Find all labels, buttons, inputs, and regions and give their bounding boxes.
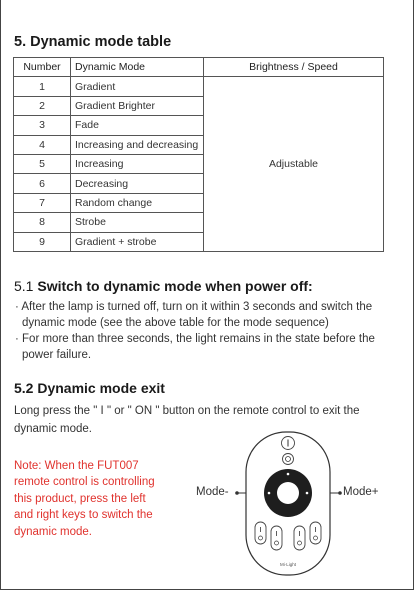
row-number: 7	[14, 193, 71, 212]
remote-note: Note: When the FUT007 remote control is controlling this product, press the left and right keys to switch the dynamic mode.	[14, 460, 155, 538]
row-number: 9	[14, 232, 71, 251]
mode-plus-dot	[338, 491, 342, 495]
dynamic-mode-table	[13, 57, 384, 252]
zone-2-button	[271, 526, 282, 550]
section-5-1-bullets	[14, 299, 406, 363]
row-mode: Gradient + strobe	[71, 232, 204, 251]
section-5-2-title: 5.2 Dynamic mode exit	[14, 380, 165, 396]
row-number: 3	[14, 116, 71, 135]
row-mode: Increasing and decreasing	[71, 135, 204, 154]
row-mode: Decreasing	[71, 174, 204, 193]
remote-brand-logo: Mi·Light	[279, 562, 297, 567]
bullet-item: · After the lamp is turned off, turn on it within 3 seconds and switch the dynamic mode (see the above table for the mode sequence)	[15, 301, 373, 329]
mode-minus-dot	[235, 491, 239, 495]
center-button	[277, 482, 299, 504]
row-number: 1	[14, 77, 71, 96]
row-mode: Strobe	[71, 213, 204, 232]
zone-4-button	[310, 522, 321, 544]
row-number: 5	[14, 154, 71, 173]
mode-plus-label: Mode+	[343, 486, 379, 498]
row-mode: Gradient	[71, 77, 204, 96]
header-dynamic-mode: Dynamic Mode	[71, 58, 204, 77]
section-5-2-text: Long press the " I " or " ON " button on the remote control to exit the dynamic mode.	[14, 405, 360, 435]
row-number: 6	[14, 174, 71, 193]
row-number: 4	[14, 135, 71, 154]
bullet-item: · For more than three seconds, the light remains in the state before the power failure.	[15, 333, 375, 361]
section-5-title: 5. Dynamic mode table	[14, 34, 172, 50]
row-mode: Gradient Brighter	[71, 96, 204, 115]
wheel-right-dot	[306, 492, 309, 495]
row-number: 2	[14, 96, 71, 115]
brightness-speed-value: Adjustable	[204, 77, 384, 252]
row-mode: Increasing	[71, 154, 204, 173]
row-mode: Random change	[71, 193, 204, 212]
section-5-1-number: 5.1	[14, 278, 34, 294]
zone-1-button	[255, 522, 266, 544]
off-button	[283, 454, 294, 465]
row-number: 8	[14, 213, 71, 232]
zone-3-button	[294, 526, 305, 550]
wheel-left-dot	[268, 492, 271, 495]
wheel-up-dot	[287, 473, 290, 476]
table-row	[14, 77, 384, 96]
remote-control-illustration	[230, 430, 346, 580]
header-number: Number	[14, 58, 71, 77]
row-mode: Fade	[71, 116, 204, 135]
mode-minus-label: Mode-	[196, 486, 229, 498]
section-5-1-heading	[14, 278, 313, 294]
header-brightness-speed: Brightness / Speed	[204, 58, 384, 77]
section-5-1-title: Switch to dynamic mode when power off:	[37, 278, 313, 294]
table-header-row	[14, 58, 384, 77]
